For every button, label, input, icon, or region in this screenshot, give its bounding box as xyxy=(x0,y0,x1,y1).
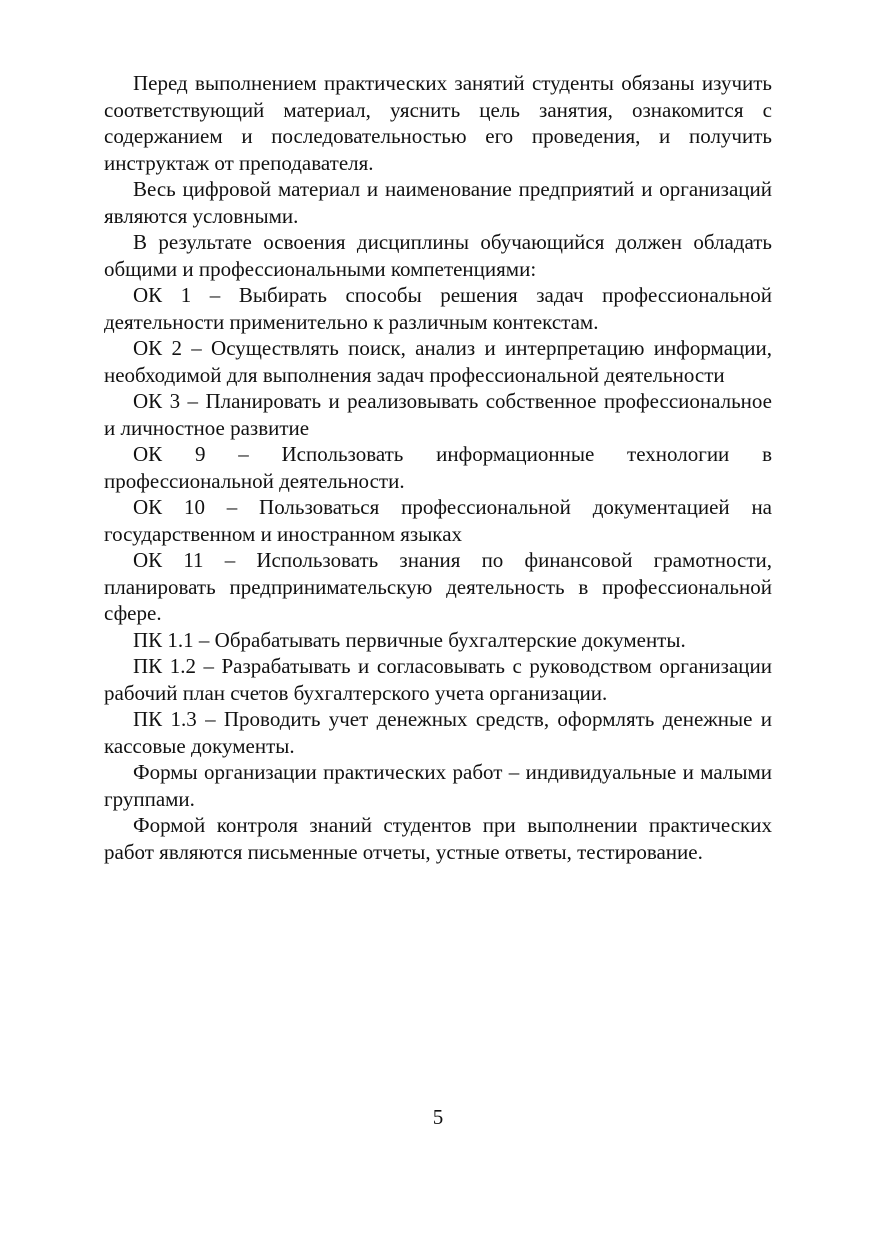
paragraph-preparation: Перед выполнением практических занятий студенты обязаны изучить соответствующий материал, уяснить цель занятия, ознакомится с содержанием и последовательностью его проведения, и получить инструктаж от преподавателя. xyxy=(104,71,772,175)
paragraph-work-forms: Формы организации практических работ – индивидуальные и малыми группами. xyxy=(104,760,772,811)
paragraph-ok-1: ОК 1 – Выбирать способы решения задач профессиональной деятельности применительно к различным контекстам. xyxy=(104,283,772,334)
body-text xyxy=(104,70,772,865)
paragraph-pk-1-1: ПК 1.1 – Обрабатывать первичные бухгалтерские документы. xyxy=(133,627,686,652)
paragraph-pk-1-3: ПК 1.3 – Проводить учет денежных средств, оформлять денежные и кассовые документы. xyxy=(104,707,772,758)
paragraph-competencies-intro: В результате освоения дисциплины обучающийся должен обладать общими и профессиональными компетенциями: xyxy=(104,230,772,281)
paragraph-ok-9: ОК 9 – Использовать информационные технологии в профессиональной деятельности. xyxy=(104,442,772,493)
paragraph-ok-11: ОК 11 – Использовать знания по финансовой грамотности, планировать предпринимательскую деятельность в профессиональной сфере. xyxy=(104,548,772,625)
page-number: 5 xyxy=(432,1105,444,1129)
paragraph-ok-3: ОК 3 – Планировать и реализовывать собственное профессиональное и личностное развитие xyxy=(104,389,772,440)
paragraph-pk-1-2: ПК 1.2 – Разрабатывать и согласовывать с руководством организации рабочий план счетов бухгалтерского учета организации. xyxy=(104,654,772,705)
paragraph-control-forms: Формой контроля знаний студентов при выполнении практических работ являются письменные отчеты, устные ответы, тестирование. xyxy=(104,813,772,864)
paragraph-ok-10: ОК 10 – Пользоваться профессиональной документацией на государственном и иностранном языках xyxy=(104,495,772,546)
paragraph-conditional-data: Весь цифровой материал и наименование предприятий и организаций являются условными. xyxy=(104,177,772,228)
paragraph-ok-2: ОК 2 – Осуществлять поиск, анализ и интерпретацию информации, необходимой для выполнения задач профессиональной деятельности xyxy=(104,336,772,387)
